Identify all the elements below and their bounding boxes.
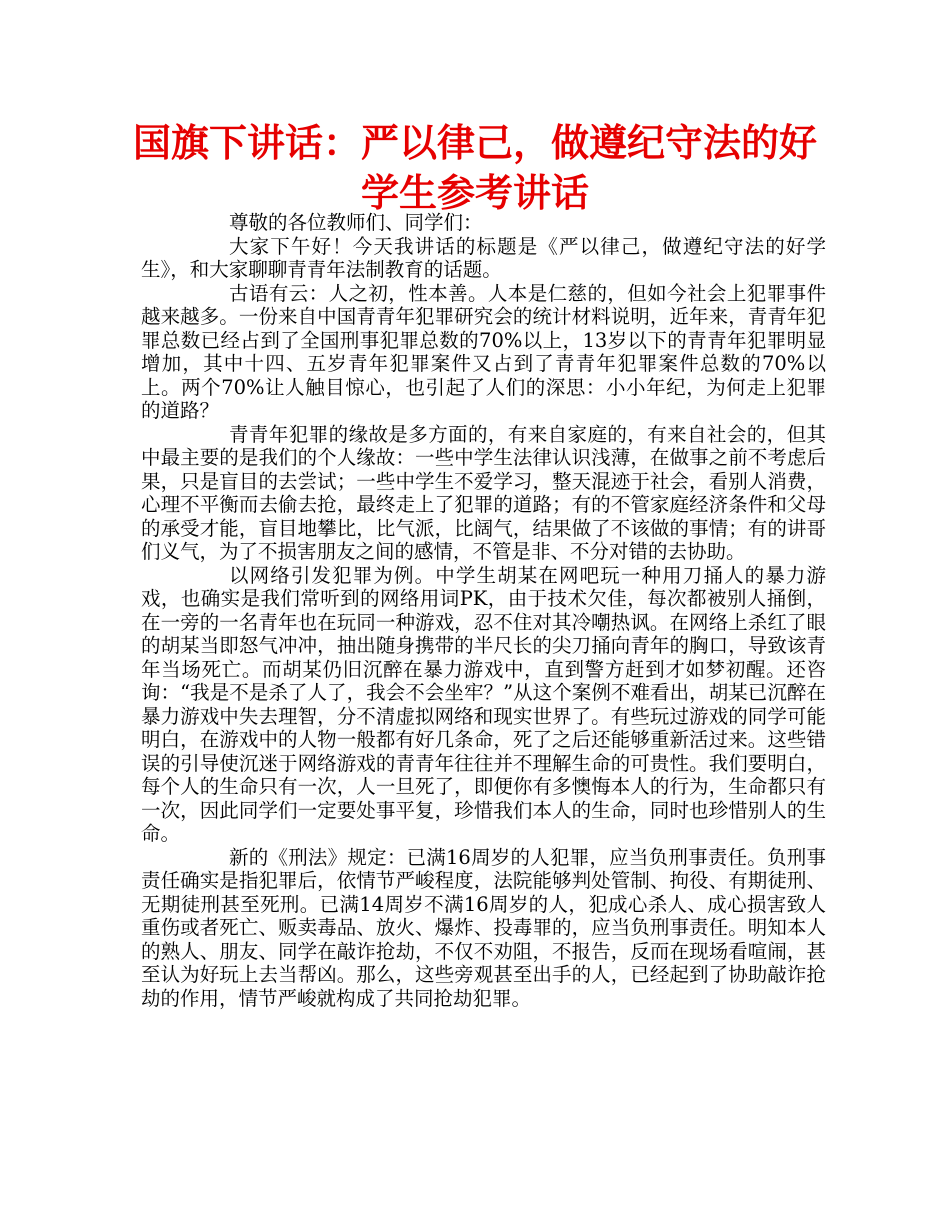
salutation: 尊敬的各位教师们、同学们：: [229, 211, 483, 234]
paragraph-statistics: 古语有云：人之初，性本善。人本是仁慈的，但如今社会上犯罪事件越来越多。一份来自中国青青年犯罪研究会的统计材料说明，近年来，青青年犯罪总数已经占到了全国刑事犯罪总数的70%以上，13岁以下的青青年犯罪明显增加，其中十四、五岁青年犯罪案件又占到了青青年犯罪案件总数的70%以上。两个70%让人触目惊心，也引起了人们的深思：小小年纪，为何走上犯罪的道路？: [141, 281, 826, 422]
paragraph-causes: 青青年犯罪的缘故是多方面的，有来自家庭的，有来自社会的，但其中最主要的是我们的个人缘故：一些中学生法律认识浅薄，在做事之前不考虑后果，只是盲目的去尝试；一些中学生不爱学习，整天混迹于社会，看别人消费，心理不平衡而去偷去抢，最终走上了犯罪的道路；有的不管家庭经济条件和父母的承受才能，盲目地攀比，比气派，比阔气，结果做了不该做的事情；有的讲哥们义气，为了不损害朋友之间的感情，不管是非、不分对错的去协助。: [141, 422, 826, 563]
paragraph-criminal-law: 新的《刑法》规定：已满16周岁的人犯罪，应当负刑事责任。负刑事责任确实是指犯罪后，依情节严峻程度，法院能够判处管制、拘役、有期徒刑、无期徒刑甚至死刑。已满14周岁不满16周岁的人，犯成心杀人、成心损害致人重伤或者死亡、贩卖毒品、放火、爆炸、投毒罪的，应当负刑事责任。明知本人的熟人、朋友、同学在敲诈抢劫，不仅不劝阻，不报告，反而在现场看喧闹，甚至认为好玩上去当帮凶。那么，这些旁观甚至出手的人，已经起到了协助敲诈抢劫的作用，情节严峻就构成了共同抢劫犯罪。: [141, 845, 826, 1010]
document-title: 国旗下讲话：严以律己，做遵纪守法的好学生参考讲话: [132, 121, 817, 215]
paragraph-network-case: 以网络引发犯罪为例。中学生胡某在网吧玩一种用刀捅人的暴力游戏，也确实是我们常听到的网络用词PK，由于技术欠佳，每次都被别人捅倒，在一旁的一名青年也在玩同一种游戏，忍不住对其冷嘲热讽。在网络上杀红了眼的胡某当即怒气冲冲，抽出随身携带的半尺长的尖刀捅向青年的胸口，导致该青年当场死亡。而胡某仍旧沉醉在暴力游戏中，直到警方赶到才如梦初醒。还咨询：“我是不是杀了人了，我会不会坐牢？”从这个案例不难看出，胡某已沉醉在暴力游戏中失去理智，分不清虚拟网络和现实世界了。有些玩过游戏的同学可能明白，在游戏中的人物一般都有好几条命，死了之后还能够重新活过来。这些错误的引导使沉迷于网络游戏的青青年往往并不理解生命的可贵性。我们要明白，每个人的生命只有一次，人一旦死了，即便你有多懊悔本人的行为，生命都只有一次，因此同学们一定要处事平复，珍惜我们本人的生命，同时也珍惜别人的生命。: [141, 563, 826, 845]
paragraph-greeting: 大家下午好！今天我讲话的标题是《严以律己，做遵纪守法的好学生》，和大家聊聊青青年法制教育的话题。: [141, 234, 826, 281]
document-body: [141, 211, 826, 1010]
